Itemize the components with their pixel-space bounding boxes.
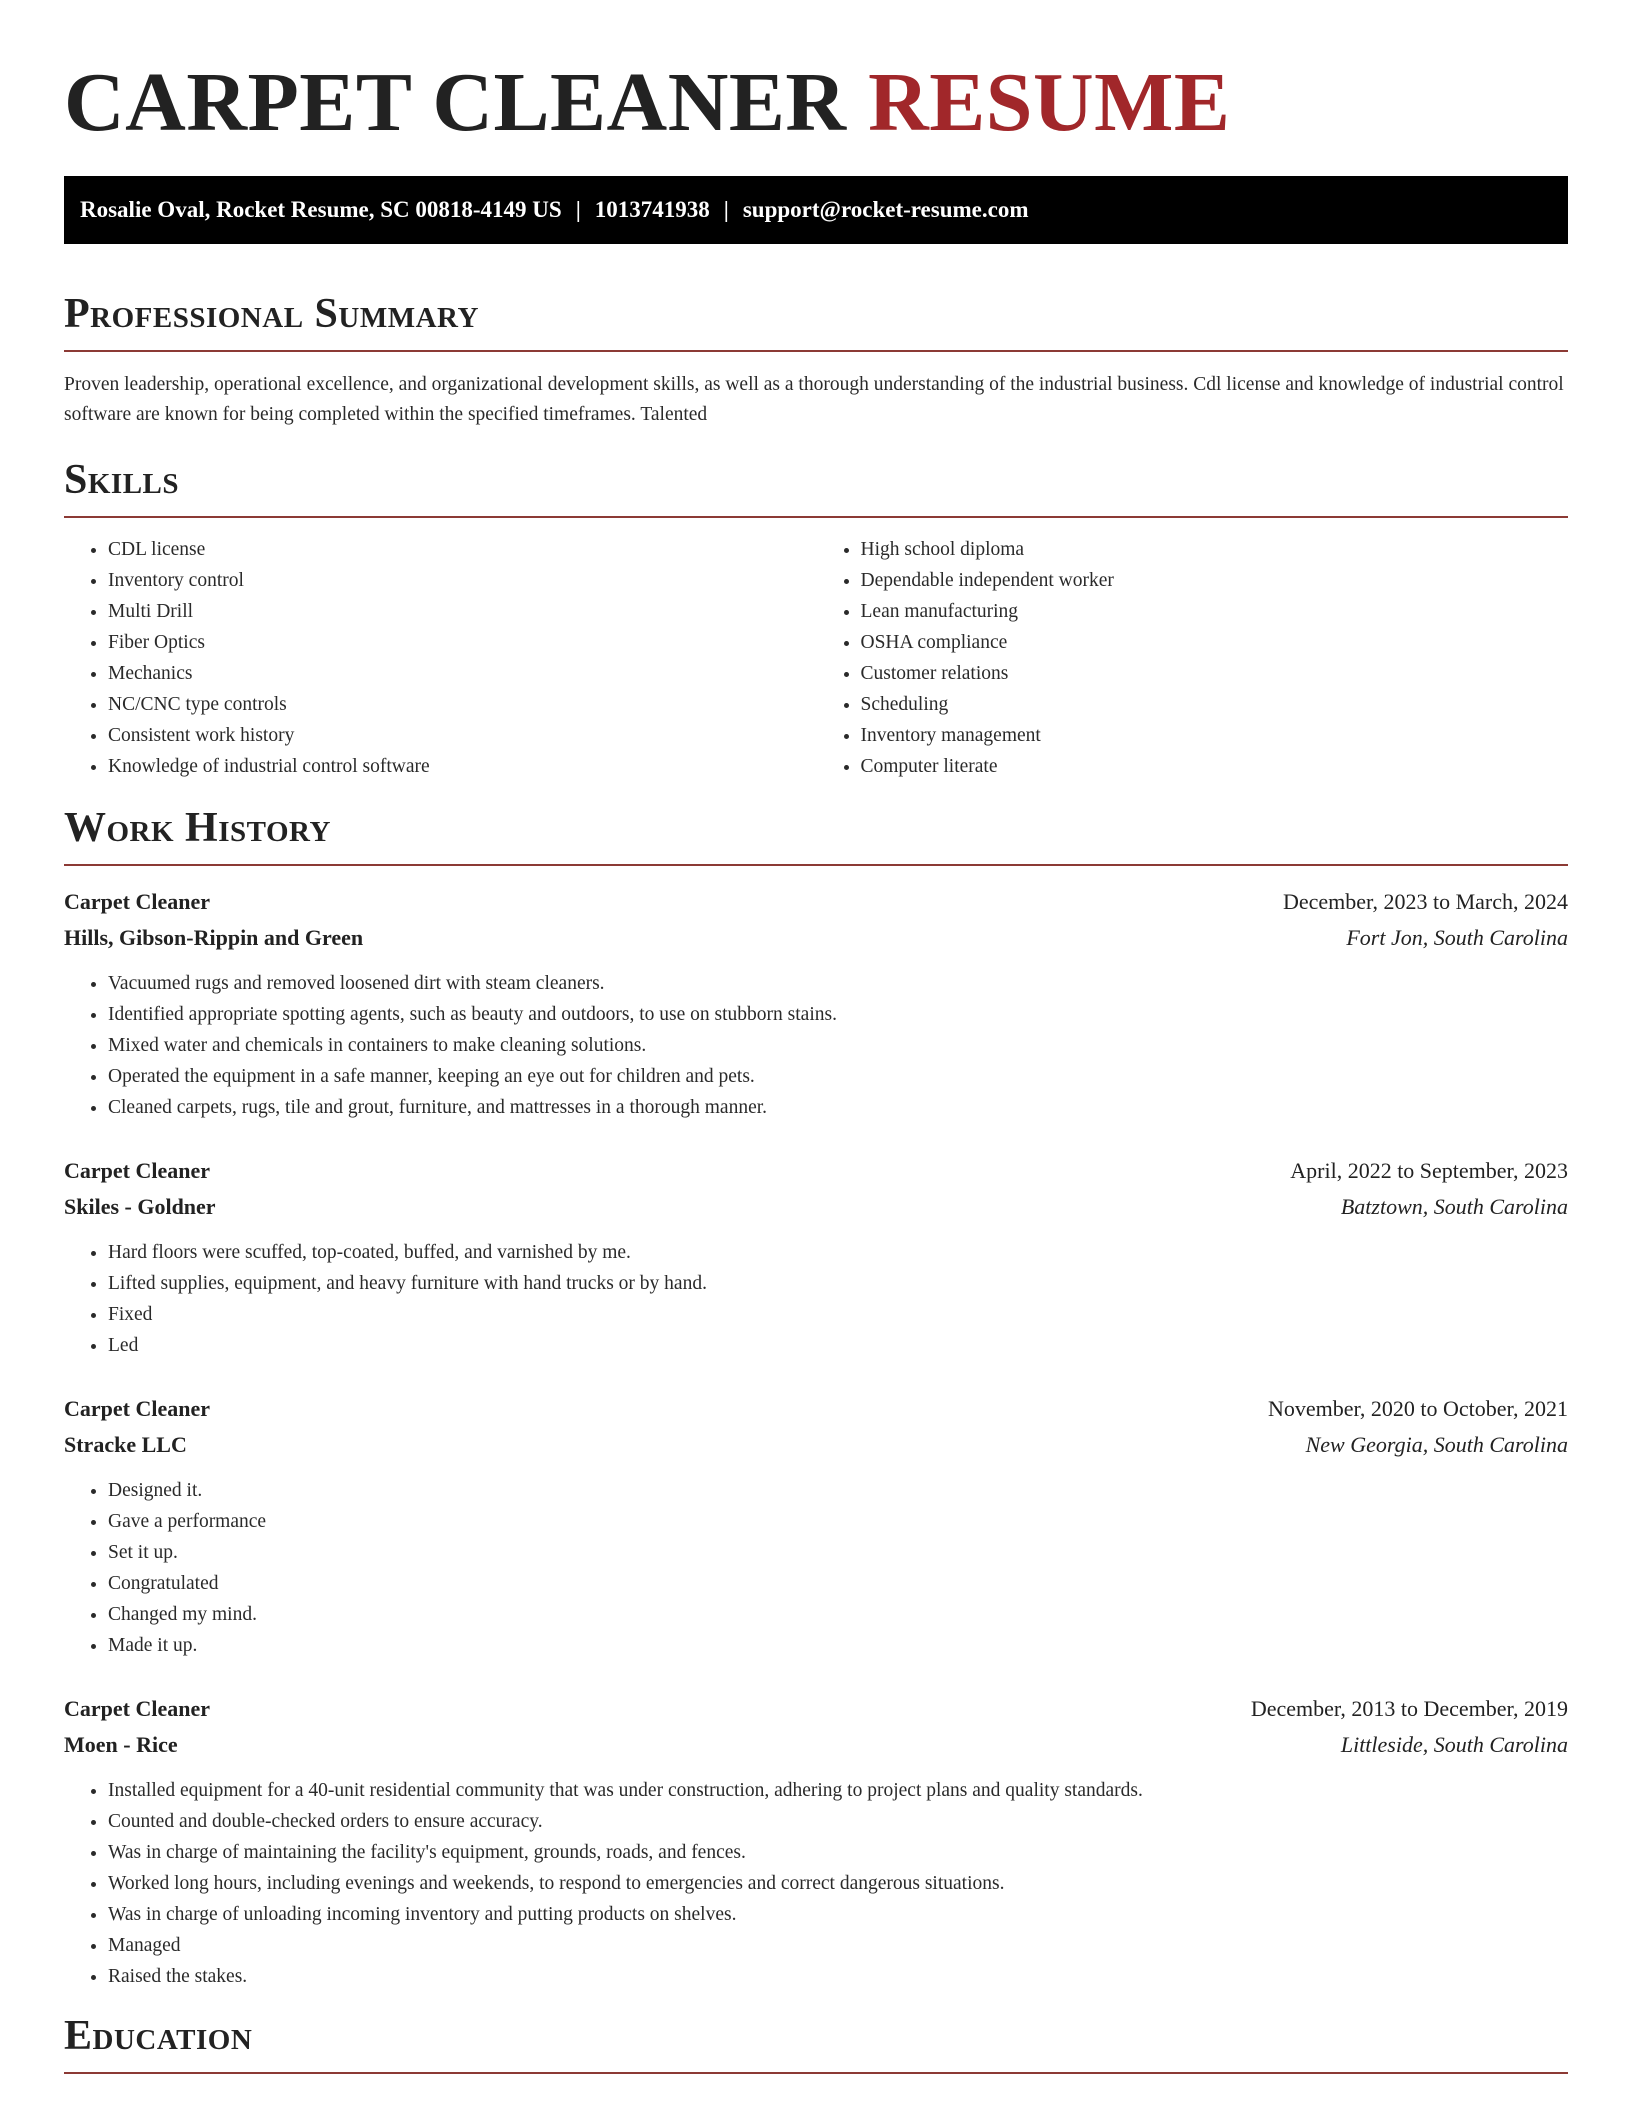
job-duty: • Managed: [108, 1930, 1568, 1961]
job-duty: • Lifted supplies, equipment, and heavy furniture with hand trucks or by hand.: [108, 1268, 1568, 1299]
title-accent: RESUME: [868, 56, 1231, 149]
skills-list-right: [816, 534, 1569, 782]
job-title: Carpet Cleaner: [64, 1696, 211, 1721]
job-company-row: [64, 1427, 1568, 1463]
job-duty: • Gave a performance: [108, 1506, 1568, 1537]
professional-summary-section: [64, 290, 1568, 430]
job-dates: December, 2023 to March, 2024: [1282, 889, 1568, 914]
job-duty: • Mixed water and chemicals in containers to make cleaning solutions.: [108, 1030, 1568, 1061]
skill-item: • Inventory control: [108, 565, 816, 596]
job-duty: • Worked long hours, including evenings and weekends, to respond to emergencies and correct dangerous situations.: [108, 1868, 1568, 1899]
job-location: New Georgia, South Carolina: [1305, 1432, 1568, 1457]
skill-item: • Consistent work history: [108, 720, 816, 751]
job-duty: • Identified appropriate spotting agents, such as beauty and outdoors, to use on stubborn stains.: [108, 999, 1568, 1030]
resume-page: [64, 0, 1568, 2074]
job-duty: • Designed it.: [108, 1475, 1568, 1506]
skill-item: • High school diploma: [861, 534, 1569, 565]
skill-item: • OSHA compliance: [861, 627, 1569, 658]
job-duty: • Led: [108, 1330, 1568, 1361]
education-section: [64, 2012, 1568, 2074]
job-duty: • Hard floors were scuffed, top-coated, buffed, and varnished by me.: [108, 1237, 1568, 1268]
resume-title: [64, 0, 1568, 148]
skills-section: [64, 456, 1568, 782]
job-entry: [64, 1691, 1568, 1992]
skills-list-left: [64, 534, 816, 782]
job-dates: December, 2013 to December, 2019: [1250, 1696, 1568, 1721]
skill-item: • Knowledge of industrial control software: [108, 751, 816, 782]
job-title: Carpet Cleaner: [64, 1396, 211, 1421]
skill-item: • Mechanics: [108, 658, 816, 689]
contact-address: Rosalie Oval, Rocket Resume, SC 00818-4149 US: [80, 197, 562, 222]
job-company: Stracke LLC: [64, 1432, 187, 1457]
job-duty: • Was in charge of unloading incoming inventory and putting products on shelves.: [108, 1899, 1568, 1930]
summary-text: Proven leadership, operational excellence, and organizational development skills, as well as a thorough understanding of the industrial business. Cdl license and knowledge of industrial control software are known for being completed within the specified timeframes. Talented: [64, 374, 1564, 425]
section-heading-work-history: Work History: [64, 804, 1568, 866]
skill-item: • Scheduling: [861, 689, 1569, 720]
job-duty: • Raised the stakes.: [108, 1961, 1568, 1992]
job-duty: • Changed my mind.: [108, 1599, 1568, 1630]
job-company-row: [64, 1189, 1568, 1225]
job-header-row: [64, 884, 1568, 920]
skill-item: • Fiber Optics: [108, 627, 816, 658]
contact-phone: 1013741938: [594, 197, 710, 222]
job-duty: • Made it up.: [108, 1630, 1568, 1661]
skill-item: • Inventory management: [861, 720, 1569, 751]
job-company: Moen - Rice: [64, 1732, 178, 1757]
job-location: Fort Jon, South Carolina: [1346, 925, 1568, 950]
job-company: Skiles - Goldner: [64, 1194, 216, 1219]
job-header-row: [64, 1153, 1568, 1189]
section-heading-skills: Skills: [64, 456, 1568, 518]
job-header-row: [64, 1691, 1568, 1727]
job-company: Hills, Gibson-Rippin and Green: [64, 925, 364, 950]
job-duty: • Counted and double-checked orders to ensure accuracy.: [108, 1806, 1568, 1837]
job-duties-list: [64, 968, 1568, 1123]
job-dates: November, 2020 to October, 2021: [1267, 1396, 1568, 1421]
skill-item: • CDL license: [108, 534, 816, 565]
skill-item: • Lean manufacturing: [861, 596, 1569, 627]
contact-separator: |: [575, 197, 581, 222]
section-heading-education: Education: [64, 2012, 1568, 2074]
section-heading-summary: Professional Summary: [64, 290, 1568, 352]
job-header-row: [64, 1391, 1568, 1427]
job-duty: • Installed equipment for a 40-unit residential community that was under construction, adhering to project plans and quality standards.: [108, 1775, 1568, 1806]
work-history-section: [64, 804, 1568, 1992]
skill-item: • Customer relations: [861, 658, 1569, 689]
job-company-row: [64, 1727, 1568, 1763]
job-duty: • Fixed: [108, 1299, 1568, 1330]
job-duties-list: [64, 1775, 1568, 1992]
job-title: Carpet Cleaner: [64, 889, 211, 914]
job-duty: • Vacuumed rugs and removed loosened dirt with steam cleaners.: [108, 968, 1568, 999]
title-main: CARPET CLEANER: [64, 56, 847, 149]
contact-separator: |: [723, 197, 729, 222]
job-duty: • Operated the equipment in a safe manner, keeping an eye out for children and pets.: [108, 1061, 1568, 1092]
job-entry: [64, 1153, 1568, 1361]
job-title: Carpet Cleaner: [64, 1158, 211, 1183]
job-duties-list: [64, 1475, 1568, 1661]
job-duties-list: [64, 1237, 1568, 1361]
skill-item: • Dependable independent worker: [861, 565, 1569, 596]
skills-columns: [64, 534, 1568, 782]
job-duty: • Cleaned carpets, rugs, tile and grout, furniture, and mattresses in a thorough manner.: [108, 1092, 1568, 1123]
job-dates: April, 2022 to September, 2023: [1290, 1158, 1568, 1183]
job-duty: • Was in charge of maintaining the facility's equipment, grounds, roads, and fences.: [108, 1837, 1568, 1868]
job-entry: [64, 884, 1568, 1123]
job-duty: • Congratulated: [108, 1568, 1568, 1599]
skill-item: • Multi Drill: [108, 596, 816, 627]
skill-item: • Computer literate: [861, 751, 1569, 782]
skill-item: • NC/CNC type controls: [108, 689, 816, 720]
contact-bar: [64, 176, 1568, 244]
job-entry: [64, 1391, 1568, 1661]
job-location: Littleside, South Carolina: [1340, 1732, 1568, 1757]
job-location: Batztown, South Carolina: [1340, 1194, 1568, 1219]
contact-email: support@rocket-resume.com: [742, 197, 1029, 222]
job-duty: • Set it up.: [108, 1537, 1568, 1568]
job-company-row: [64, 920, 1568, 956]
